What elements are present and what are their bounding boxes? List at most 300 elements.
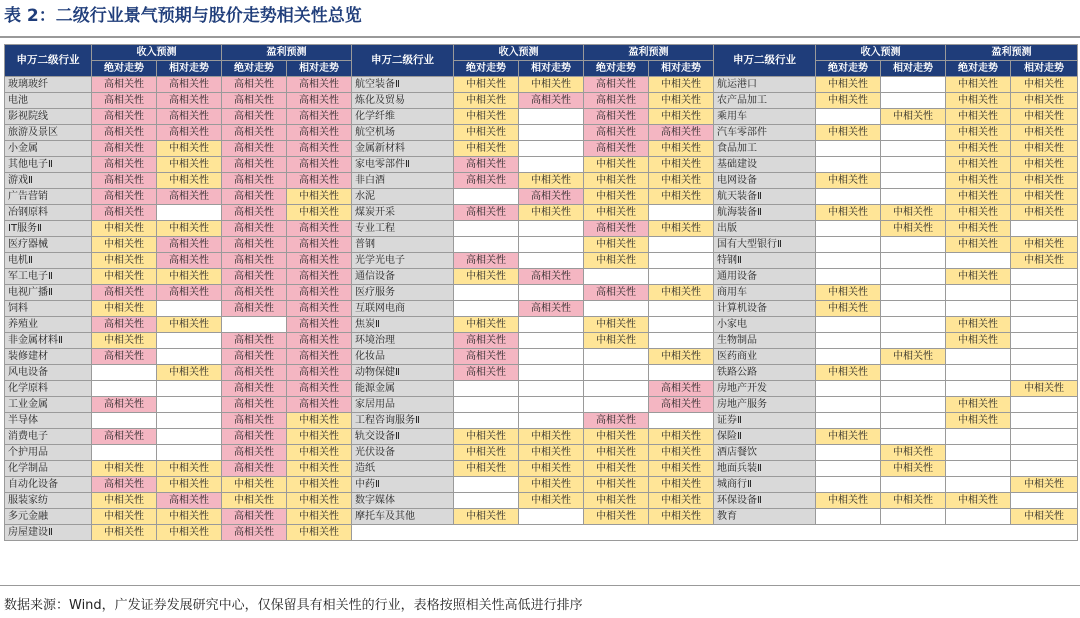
table-row	[5, 333, 1078, 349]
industry-name: 动物保健Ⅱ	[352, 365, 454, 381]
industry-name: 出版	[714, 221, 816, 237]
correlation-revenue-absolute-medium: 中相关性	[92, 525, 157, 541]
correlation-profit-relative-none	[649, 365, 714, 381]
correlation-profit-relative-medium: 中相关性	[649, 109, 714, 125]
correlation-revenue-absolute-high: 高相关性	[92, 397, 157, 413]
correlation-revenue-relative-none	[157, 349, 222, 365]
correlation-revenue-relative-none	[157, 333, 222, 349]
table-row	[5, 253, 1078, 269]
correlation-revenue-absolute-none	[816, 221, 881, 237]
correlation-profit-absolute-none	[946, 381, 1011, 397]
industry-name: 家居用品	[352, 397, 454, 413]
industry-name: 计算机设备	[714, 301, 816, 317]
correlation-revenue-relative-none	[519, 509, 584, 525]
correlation-profit-absolute-high: 高相关性	[222, 445, 287, 461]
correlation-profit-absolute-medium: 中相关性	[946, 189, 1011, 205]
correlation-revenue-relative-medium: 中相关性	[157, 173, 222, 189]
correlation-profit-absolute-medium: 中相关性	[946, 413, 1011, 429]
correlation-revenue-relative-none	[157, 301, 222, 317]
correlation-revenue-relative-high: 高相关性	[157, 493, 222, 509]
correlation-profit-relative-none	[1011, 397, 1078, 413]
correlation-revenue-absolute-none	[816, 413, 881, 429]
correlation-profit-absolute-high: 高相关性	[222, 205, 287, 221]
correlation-revenue-relative-medium: 中相关性	[519, 429, 584, 445]
correlation-profit-relative-none	[649, 333, 714, 349]
correlation-profit-relative-none	[649, 269, 714, 285]
correlation-revenue-absolute-medium: 中相关性	[816, 205, 881, 221]
table-row	[5, 205, 1078, 221]
correlation-revenue-relative-medium: 中相关性	[881, 445, 946, 461]
header-absolute-trend: 绝对走势	[946, 61, 1011, 77]
correlation-revenue-relative-medium: 中相关性	[157, 365, 222, 381]
correlation-revenue-absolute-high: 高相关性	[92, 173, 157, 189]
header-industry: 申万二级行业	[714, 45, 816, 77]
correlation-revenue-relative-medium: 中相关性	[157, 157, 222, 173]
correlation-revenue-relative-medium: 中相关性	[881, 461, 946, 477]
correlation-revenue-absolute-none	[454, 381, 519, 397]
industry-name: 小家电	[714, 317, 816, 333]
correlation-revenue-relative-medium: 中相关性	[519, 461, 584, 477]
industry-name: 电视广播Ⅱ	[5, 285, 92, 301]
correlation-profit-relative-high: 高相关性	[287, 221, 352, 237]
industry-name: 焦炭Ⅱ	[352, 317, 454, 333]
correlation-revenue-absolute-high: 高相关性	[92, 205, 157, 221]
correlation-profit-relative-high: 高相关性	[287, 365, 352, 381]
correlation-revenue-relative-none	[157, 445, 222, 461]
correlation-profit-relative-none	[1011, 365, 1078, 381]
correlation-revenue-relative-high: 高相关性	[157, 253, 222, 269]
correlation-revenue-absolute-medium: 中相关性	[92, 253, 157, 269]
correlation-profit-absolute-medium: 中相关性	[946, 173, 1011, 189]
industry-name: 化学制品	[5, 461, 92, 477]
correlation-profit-absolute-medium: 中相关性	[946, 77, 1011, 93]
correlation-profit-absolute-high: 高相关性	[222, 381, 287, 397]
correlation-revenue-absolute-medium: 中相关性	[816, 77, 881, 93]
empty-cell	[352, 525, 1078, 541]
correlation-profit-relative-medium: 中相关性	[287, 189, 352, 205]
industry-name: 自动化设备	[5, 477, 92, 493]
correlation-revenue-relative-none	[881, 397, 946, 413]
correlation-profit-absolute-high: 高相关性	[222, 189, 287, 205]
correlation-profit-relative-high: 高相关性	[287, 141, 352, 157]
correlation-profit-absolute-high: 高相关性	[584, 109, 649, 125]
correlation-revenue-absolute-high: 高相关性	[92, 189, 157, 205]
correlation-profit-absolute-none	[946, 253, 1011, 269]
correlation-profit-absolute-medium: 中相关性	[584, 509, 649, 525]
industry-name: 轨交设备Ⅱ	[352, 429, 454, 445]
correlation-revenue-relative-none	[519, 317, 584, 333]
table-row	[5, 93, 1078, 109]
correlation-revenue-absolute-high: 高相关性	[92, 317, 157, 333]
correlation-profit-absolute-high: 高相关性	[222, 301, 287, 317]
industry-name: 煤炭开采	[352, 205, 454, 221]
correlation-revenue-absolute-medium: 中相关性	[454, 109, 519, 125]
correlation-revenue-absolute-medium: 中相关性	[816, 493, 881, 509]
correlation-profit-absolute-high: 高相关性	[222, 413, 287, 429]
correlation-profit-relative-medium: 中相关性	[287, 461, 352, 477]
correlation-revenue-absolute-medium: 中相关性	[92, 301, 157, 317]
correlation-profit-relative-medium: 中相关性	[649, 445, 714, 461]
industry-name: 多元金融	[5, 509, 92, 525]
correlation-profit-relative-high: 高相关性	[287, 349, 352, 365]
correlation-revenue-relative-none	[881, 269, 946, 285]
industry-name: 电池	[5, 93, 92, 109]
header-relative-trend: 相对走势	[519, 61, 584, 77]
correlation-revenue-absolute-none	[92, 413, 157, 429]
correlation-profit-relative-medium: 中相关性	[649, 93, 714, 109]
correlation-revenue-relative-none	[881, 509, 946, 525]
correlation-revenue-absolute-medium: 中相关性	[92, 333, 157, 349]
correlation-profit-absolute-high: 高相关性	[584, 125, 649, 141]
correlation-revenue-relative-none	[519, 413, 584, 429]
correlation-profit-absolute-high: 高相关性	[584, 413, 649, 429]
correlation-revenue-absolute-none	[816, 381, 881, 397]
correlation-profit-relative-medium: 中相关性	[1011, 253, 1078, 269]
correlation-profit-relative-medium: 中相关性	[1011, 509, 1078, 525]
correlation-revenue-absolute-none	[816, 189, 881, 205]
correlation-revenue-absolute-none	[454, 301, 519, 317]
correlation-profit-absolute-none	[584, 301, 649, 317]
industry-name: 工业金属	[5, 397, 92, 413]
correlation-revenue-relative-none	[519, 333, 584, 349]
title-divider	[0, 36, 1080, 38]
correlation-revenue-relative-medium: 中相关性	[519, 493, 584, 509]
correlation-profit-relative-high: 高相关性	[649, 381, 714, 397]
correlation-revenue-relative-none	[881, 381, 946, 397]
header-profit-forecast: 盈利预测	[584, 45, 714, 61]
correlation-profit-absolute-medium: 中相关性	[222, 493, 287, 509]
correlation-revenue-absolute-high: 高相关性	[92, 349, 157, 365]
correlation-revenue-relative-none	[519, 125, 584, 141]
correlation-profit-absolute-none	[946, 365, 1011, 381]
header-absolute-trend: 绝对走势	[222, 61, 287, 77]
correlation-profit-relative-high: 高相关性	[649, 397, 714, 413]
correlation-revenue-absolute-none	[816, 317, 881, 333]
correlation-revenue-absolute-high: 高相关性	[454, 349, 519, 365]
correlation-profit-relative-none	[1011, 285, 1078, 301]
correlation-profit-relative-medium: 中相关性	[649, 141, 714, 157]
industry-name: 风电设备	[5, 365, 92, 381]
correlation-revenue-relative-none	[881, 237, 946, 253]
correlation-revenue-relative-high: 高相关性	[157, 237, 222, 253]
correlation-revenue-absolute-high: 高相关性	[454, 157, 519, 173]
industry-name: 食品加工	[714, 141, 816, 157]
correlation-revenue-absolute-high: 高相关性	[92, 125, 157, 141]
industry-name: 消费电子	[5, 429, 92, 445]
correlation-revenue-relative-none	[881, 429, 946, 445]
correlation-profit-relative-none	[1011, 269, 1078, 285]
correlation-revenue-relative-medium: 中相关性	[157, 317, 222, 333]
correlation-revenue-absolute-high: 高相关性	[92, 157, 157, 173]
correlation-revenue-absolute-none	[454, 477, 519, 493]
industry-name: 化学原料	[5, 381, 92, 397]
correlation-revenue-absolute-high: 高相关性	[92, 141, 157, 157]
correlation-revenue-absolute-medium: 中相关性	[92, 461, 157, 477]
correlation-revenue-absolute-none	[816, 109, 881, 125]
correlation-profit-absolute-medium: 中相关性	[946, 205, 1011, 221]
correlation-profit-relative-medium: 中相关性	[1011, 189, 1078, 205]
correlation-revenue-absolute-high: 高相关性	[454, 173, 519, 189]
table-row	[5, 397, 1078, 413]
correlation-revenue-absolute-medium: 中相关性	[454, 445, 519, 461]
correlation-revenue-absolute-medium: 中相关性	[454, 93, 519, 109]
correlation-revenue-relative-medium: 中相关性	[881, 221, 946, 237]
source-note: 数据来源：Wind，广发证券发展研究中心，仅保留具有相关性的行业，表格按照相关性高低进行排序	[4, 598, 583, 613]
correlation-profit-absolute-none	[584, 349, 649, 365]
industry-name: 军工电子Ⅱ	[5, 269, 92, 285]
correlation-profit-relative-none	[1011, 413, 1078, 429]
correlation-revenue-absolute-high: 高相关性	[454, 205, 519, 221]
correlation-profit-absolute-none	[946, 461, 1011, 477]
correlation-profit-absolute-medium: 中相关性	[584, 157, 649, 173]
industry-name: 工程咨询服务Ⅱ	[352, 413, 454, 429]
correlation-profit-relative-none	[1011, 429, 1078, 445]
correlation-revenue-relative-high: 高相关性	[157, 285, 222, 301]
correlation-revenue-absolute-none	[816, 157, 881, 173]
industry-name: 互联网电商	[352, 301, 454, 317]
correlation-revenue-absolute-high: 高相关性	[92, 477, 157, 493]
table-row	[5, 365, 1078, 381]
industry-name: 中药Ⅱ	[352, 477, 454, 493]
correlation-profit-relative-high: 高相关性	[287, 125, 352, 141]
correlation-revenue-absolute-medium: 中相关性	[816, 93, 881, 109]
correlation-revenue-absolute-medium: 中相关性	[92, 221, 157, 237]
correlation-profit-absolute-none	[946, 301, 1011, 317]
correlation-revenue-absolute-none	[816, 141, 881, 157]
correlation-revenue-relative-none	[519, 253, 584, 269]
header-profit-forecast: 盈利预测	[222, 45, 352, 61]
table-row	[5, 237, 1078, 253]
correlation-profit-relative-high: 高相关性	[287, 77, 352, 93]
correlation-revenue-absolute-none	[454, 237, 519, 253]
correlation-profit-relative-medium: 中相关性	[1011, 157, 1078, 173]
industry-name: 光伏设备	[352, 445, 454, 461]
correlation-revenue-relative-medium: 中相关性	[519, 477, 584, 493]
correlation-profit-relative-high: 高相关性	[287, 109, 352, 125]
correlation-revenue-relative-medium: 中相关性	[519, 205, 584, 221]
industry-name: 通用设备	[714, 269, 816, 285]
correlation-profit-relative-medium: 中相关性	[649, 173, 714, 189]
industry-name: 光学光电子	[352, 253, 454, 269]
correlation-profit-relative-none	[1011, 301, 1078, 317]
correlation-profit-relative-medium: 中相关性	[649, 221, 714, 237]
correlation-profit-relative-high: 高相关性	[287, 93, 352, 109]
correlation-revenue-relative-none	[519, 237, 584, 253]
correlation-profit-absolute-high: 高相关性	[222, 109, 287, 125]
correlation-profit-absolute-high: 高相关性	[222, 141, 287, 157]
correlation-profit-relative-medium: 中相关性	[287, 205, 352, 221]
industry-name: 冶钢原料	[5, 205, 92, 221]
industry-name: 非白酒	[352, 173, 454, 189]
correlation-profit-absolute-medium: 中相关性	[946, 109, 1011, 125]
industry-name: IT服务Ⅱ	[5, 221, 92, 237]
correlation-revenue-absolute-medium: 中相关性	[816, 365, 881, 381]
header-industry: 申万二级行业	[352, 45, 454, 77]
correlation-revenue-relative-none	[157, 205, 222, 221]
correlation-profit-absolute-high: 高相关性	[222, 253, 287, 269]
correlation-revenue-absolute-none	[92, 445, 157, 461]
industry-name: 商用车	[714, 285, 816, 301]
correlation-revenue-absolute-none	[454, 397, 519, 413]
correlation-revenue-absolute-medium: 中相关性	[816, 285, 881, 301]
correlation-profit-relative-medium: 中相关性	[1011, 477, 1078, 493]
correlation-profit-absolute-high: 高相关性	[222, 285, 287, 301]
correlation-revenue-absolute-medium: 中相关性	[454, 125, 519, 141]
correlation-profit-relative-medium: 中相关性	[287, 429, 352, 445]
correlation-profit-relative-medium: 中相关性	[287, 525, 352, 541]
header-revenue-forecast: 收入预测	[816, 45, 946, 61]
industry-name: 酒店餐饮	[714, 445, 816, 461]
table-row	[5, 525, 1078, 541]
correlation-revenue-absolute-none	[454, 189, 519, 205]
correlation-revenue-relative-medium: 中相关性	[519, 445, 584, 461]
industry-name: 通信设备	[352, 269, 454, 285]
table-row	[5, 157, 1078, 173]
correlation-profit-relative-none	[1011, 317, 1078, 333]
industry-name: 旅游及景区	[5, 125, 92, 141]
correlation-profit-absolute-medium: 中相关性	[584, 493, 649, 509]
correlation-revenue-relative-none	[519, 285, 584, 301]
correlation-revenue-relative-medium: 中相关性	[519, 173, 584, 189]
industry-name: 半导体	[5, 413, 92, 429]
header-relative-trend: 相对走势	[287, 61, 352, 77]
header-industry: 申万二级行业	[5, 45, 92, 77]
correlation-profit-absolute-none	[584, 269, 649, 285]
correlation-revenue-absolute-medium: 中相关性	[454, 429, 519, 445]
correlation-revenue-absolute-high: 高相关性	[92, 109, 157, 125]
correlation-profit-absolute-medium: 中相关性	[946, 333, 1011, 349]
correlation-profit-absolute-medium: 中相关性	[946, 125, 1011, 141]
correlation-profit-relative-high: 高相关性	[287, 173, 352, 189]
correlation-revenue-relative-none	[881, 125, 946, 141]
correlation-revenue-absolute-medium: 中相关性	[92, 269, 157, 285]
correlation-profit-relative-medium: 中相关性	[649, 157, 714, 173]
industry-name: 金属新材料	[352, 141, 454, 157]
correlation-revenue-relative-high: 高相关性	[157, 93, 222, 109]
correlation-revenue-absolute-none	[454, 493, 519, 509]
correlation-profit-relative-medium: 中相关性	[649, 477, 714, 493]
correlation-profit-absolute-high: 高相关性	[222, 349, 287, 365]
correlation-profit-absolute-medium: 中相关性	[946, 269, 1011, 285]
industry-name: 房地产服务	[714, 397, 816, 413]
correlation-profit-absolute-medium: 中相关性	[584, 317, 649, 333]
correlation-revenue-relative-medium: 中相关性	[519, 77, 584, 93]
correlation-profit-absolute-none	[222, 317, 287, 333]
correlation-revenue-absolute-none	[816, 397, 881, 413]
table-body	[5, 77, 1078, 541]
header-absolute-trend: 绝对走势	[584, 61, 649, 77]
correlation-revenue-relative-none	[881, 333, 946, 349]
correlation-profit-relative-medium: 中相关性	[287, 477, 352, 493]
correlation-revenue-absolute-medium: 中相关性	[454, 509, 519, 525]
correlation-revenue-absolute-none	[92, 381, 157, 397]
correlation-profit-absolute-high: 高相关性	[222, 93, 287, 109]
correlation-profit-relative-medium: 中相关性	[649, 461, 714, 477]
correlation-profit-absolute-medium: 中相关性	[946, 317, 1011, 333]
correlation-profit-absolute-high: 高相关性	[222, 509, 287, 525]
correlation-profit-relative-none	[1011, 493, 1078, 509]
industry-name: 养殖业	[5, 317, 92, 333]
correlation-profit-absolute-medium: 中相关性	[946, 157, 1011, 173]
industry-name: 装修建材	[5, 349, 92, 365]
table-row	[5, 477, 1078, 493]
correlation-revenue-absolute-medium: 中相关性	[816, 125, 881, 141]
correlation-profit-absolute-high: 高相关性	[584, 77, 649, 93]
table-row	[5, 285, 1078, 301]
correlation-revenue-absolute-none	[816, 445, 881, 461]
correlation-revenue-relative-none	[881, 413, 946, 429]
correlation-profit-absolute-medium: 中相关性	[946, 493, 1011, 509]
correlation-revenue-relative-none	[881, 253, 946, 269]
industry-name: 农产品加工	[714, 93, 816, 109]
industry-name: 电网设备	[714, 173, 816, 189]
table-header	[5, 45, 1078, 77]
header-absolute-trend: 绝对走势	[92, 61, 157, 77]
correlation-revenue-absolute-high: 高相关性	[92, 429, 157, 445]
correlation-revenue-absolute-none	[454, 413, 519, 429]
industry-name: 乘用车	[714, 109, 816, 125]
correlation-revenue-relative-medium: 中相关性	[157, 525, 222, 541]
correlation-revenue-absolute-medium: 中相关性	[454, 317, 519, 333]
industry-name: 房屋建设Ⅱ	[5, 525, 92, 541]
industry-name: 数字媒体	[352, 493, 454, 509]
correlation-profit-absolute-high: 高相关性	[222, 365, 287, 381]
correlation-revenue-absolute-high: 高相关性	[92, 285, 157, 301]
correlation-profit-absolute-high: 高相关性	[584, 285, 649, 301]
industry-name: 保险Ⅱ	[714, 429, 816, 445]
correlation-profit-absolute-high: 高相关性	[222, 173, 287, 189]
correlation-revenue-relative-medium: 中相关性	[157, 509, 222, 525]
industry-name: 生物制品	[714, 333, 816, 349]
correlation-revenue-relative-none	[881, 477, 946, 493]
correlation-profit-relative-medium: 中相关性	[1011, 237, 1078, 253]
correlation-profit-relative-none	[1011, 461, 1078, 477]
industry-name: 水泥	[352, 189, 454, 205]
industry-name: 其他电子Ⅱ	[5, 157, 92, 173]
industry-name: 专业工程	[352, 221, 454, 237]
table-row	[5, 429, 1078, 445]
industry-name: 广告营销	[5, 189, 92, 205]
correlation-profit-absolute-medium: 中相关性	[584, 205, 649, 221]
correlation-revenue-relative-none	[881, 173, 946, 189]
correlation-profit-relative-none	[649, 301, 714, 317]
table-row	[5, 445, 1078, 461]
correlation-profit-relative-medium: 中相关性	[1011, 125, 1078, 141]
correlation-profit-relative-medium: 中相关性	[649, 493, 714, 509]
industry-name: 电机Ⅱ	[5, 253, 92, 269]
correlation-profit-relative-medium: 中相关性	[649, 285, 714, 301]
table-row	[5, 509, 1078, 525]
correlation-profit-absolute-high: 高相关性	[222, 461, 287, 477]
correlation-revenue-relative-none	[519, 349, 584, 365]
industry-name: 航运港口	[714, 77, 816, 93]
correlation-revenue-absolute-none	[454, 285, 519, 301]
industry-name: 航空机场	[352, 125, 454, 141]
correlation-profit-absolute-high: 高相关性	[222, 269, 287, 285]
correlation-profit-absolute-none	[584, 365, 649, 381]
correlation-profit-absolute-medium: 中相关性	[584, 253, 649, 269]
header-absolute-trend: 绝对走势	[816, 61, 881, 77]
correlation-profit-absolute-medium: 中相关性	[584, 189, 649, 205]
industry-name: 国有大型银行Ⅱ	[714, 237, 816, 253]
correlation-revenue-absolute-none	[454, 221, 519, 237]
correlation-revenue-relative-none	[881, 301, 946, 317]
correlation-profit-relative-medium: 中相关性	[287, 413, 352, 429]
correlation-revenue-relative-none	[519, 141, 584, 157]
header-absolute-trend: 绝对走势	[454, 61, 519, 77]
table-row	[5, 173, 1078, 189]
correlation-profit-relative-none	[649, 253, 714, 269]
